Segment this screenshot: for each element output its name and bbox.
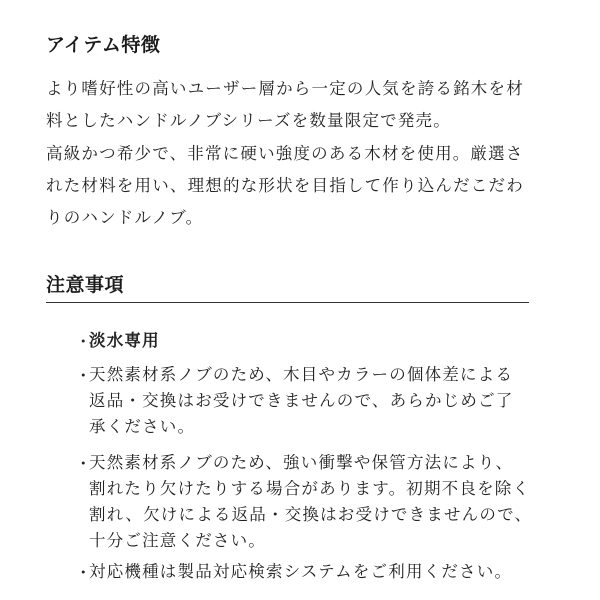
- caution-item-text: 淡水専用: [89, 331, 160, 350]
- caution-item-breakage: [75, 450, 532, 554]
- features-heading: アイテム特徴: [46, 34, 161, 56]
- caution-item-compatibility: [75, 559, 512, 585]
- features-line-2: 料としたハンドルノブシリーズを数量限定で発売。: [46, 111, 451, 130]
- caution-item-text: 対応機種は製品対応検索システムをご利用ください。: [89, 562, 513, 581]
- caution-item-text: 天然素材系ノブのため、木目やカラーの個体差による 返品・交換はお受けできませんので、あらかじめご了 承ください。: [89, 365, 514, 436]
- features-line-4: れた材料を用い、理想的な形状を目指して作り込んだこだわ: [46, 176, 524, 195]
- features-line-5: りのハンドルノブ。: [46, 208, 204, 227]
- features-line-3: 高級かつ希少で、非常に硬い強度のある木材を使用。厳選さ: [46, 144, 524, 163]
- caution-item-natural-variation: [75, 362, 513, 440]
- features-line-1: より嗜好性の高いユーザー層から一定の人気を誇る銘木を材: [46, 79, 524, 98]
- cautions-divider: [46, 302, 529, 303]
- bullet-mark: ・: [75, 454, 93, 473]
- caution-item-text: 天然素材系ノブのため、強い衝撃や保管方法により、 割れたり欠けたりする場合があります。初期不良を除く 割れ、欠けによる返品・交換はお受けできませんので、 十分ご注意ください。: [89, 453, 533, 550]
- bullet-mark: ・: [75, 366, 93, 385]
- cautions-heading: 注意事項: [46, 274, 125, 296]
- bullet-mark: ・: [75, 563, 93, 582]
- caution-item-freshwater: [75, 328, 160, 354]
- bullet-mark: ・: [75, 332, 93, 351]
